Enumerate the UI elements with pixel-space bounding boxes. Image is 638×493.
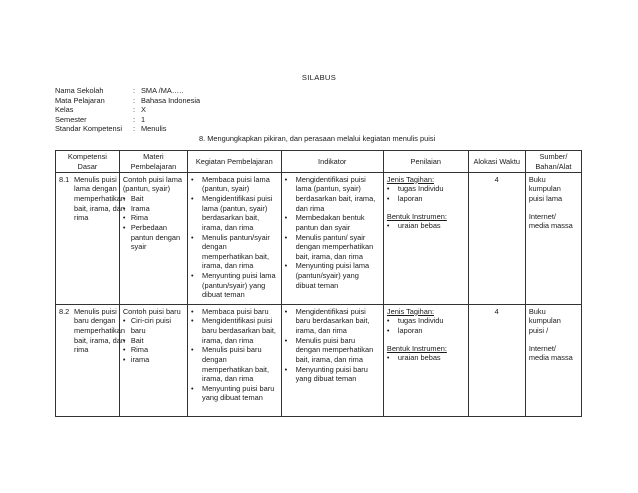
- jenis-tagihan-label: Jenis Tagihan:: [386, 306, 435, 316]
- meta-separator: :: [133, 114, 136, 124]
- kd-text: Menulis puisi baru dengan memperhatikan bait, irama, dan rima: [74, 306, 125, 355]
- list-item: • Menulis pantun/ syair dengan memperhatikan bait, irama, dan rima: [285, 233, 380, 262]
- materi-intro: Contoh puisi baru: [122, 306, 181, 316]
- header-penilaian: Penilaian: [383, 151, 468, 173]
- list-item: • Rima: [123, 345, 184, 355]
- list-item: • Menulis puisi baru dengan memperhatikan bait, irama, dan rima: [285, 336, 380, 365]
- meta-row-kelas: [55, 105, 435, 115]
- table-header-row: [56, 151, 582, 173]
- bentuk-instrumen-label: Bentuk Instrumen:: [386, 211, 447, 221]
- jenis-tagihan-list: [387, 184, 465, 203]
- list-item: • tugas Individu: [387, 184, 465, 194]
- list-item: • Bait: [123, 194, 184, 204]
- sumber-buku: Buku kumpulan puisi /: [528, 306, 561, 335]
- kd-text: Menulis puisi lama dengan memperhatikan bait, irama, dan rima: [74, 174, 125, 223]
- meta-row-mapel: [55, 96, 435, 106]
- list-item: • Mengidentifikasi puisi lama (pantun, syair) berdasarkan bait, irama, dan rima: [191, 194, 278, 233]
- list-item: • Menyunting puisi lama (pantun/syair) yang dibuat teman: [191, 271, 278, 300]
- list-item: • Membaca puisi baru: [191, 307, 278, 317]
- sumber-internet: Internet/ media massa: [528, 211, 573, 231]
- materi-list: [123, 194, 184, 252]
- list-item: • Mengidentifikasi puisi lama (pantun, syair) berdasarkan bait, irama, dan rima: [285, 175, 380, 214]
- kd-cell: [56, 305, 125, 417]
- sumber-buku: Buku kumpulan puisi lama: [528, 174, 563, 203]
- indikator-cell: [281, 305, 383, 417]
- kd-number: 8.2: [59, 306, 70, 316]
- jenis-tagihan-list: [387, 316, 465, 335]
- list-item: • uraian bebas: [387, 353, 465, 363]
- table-row: [56, 173, 582, 305]
- list-item: • Menyunting puisi lama (pantun/syair) yang dibuat teman: [285, 261, 380, 290]
- sumber-cell: [525, 173, 581, 305]
- table-row: [56, 305, 582, 417]
- meta-value: Menulis: [141, 124, 167, 134]
- kegiatan-cell: [188, 173, 282, 305]
- alokasi-cell: 4: [468, 173, 525, 305]
- sumber-internet: Internet/ media massa: [528, 343, 573, 363]
- header-sumber: Sumber/ Bahan/Alat: [525, 151, 581, 173]
- meta-value: X: [141, 105, 146, 115]
- kd-cell: [56, 173, 125, 305]
- identity-block: [55, 86, 435, 144]
- meta-value: SMA /MA…..: [141, 86, 184, 95]
- kd-number: 8.1: [59, 174, 70, 184]
- bentuk-instrumen-list: [387, 353, 465, 363]
- standar-kompetensi-detail: 8. Mengungkapkan pikiran, dan perasaan melalui kegiatan menulis puisi: [199, 133, 436, 143]
- list-item: • Membedakan bentuk pantun dan syair: [285, 213, 380, 232]
- meta-row-semester: [55, 115, 435, 125]
- list-item: • tugas Individu: [387, 316, 465, 326]
- meta-row-sk: [55, 124, 435, 134]
- bentuk-instrumen-label: Bentuk Instrumen:: [386, 343, 447, 353]
- list-item: • Bait: [123, 336, 184, 346]
- meta-value: 1: [141, 114, 146, 124]
- list-item: • Ciri-ciri puisi baru: [123, 316, 184, 335]
- meta-label: Standar Kompetensi: [55, 124, 122, 134]
- meta-separator: :: [133, 105, 136, 115]
- list-item: • Mengidentifikasi puisi baru berdasarkan bait, irama, dan rima: [285, 307, 380, 336]
- bentuk-instrumen-list: [387, 221, 465, 231]
- list-item: • Menulis puisi baru dengan memperhatikan bait, irama, dan rima: [191, 345, 278, 384]
- header-kompetensi-dasar: Kompetensi Dasar: [56, 151, 120, 173]
- kegiatan-cell: [188, 305, 282, 417]
- meta-separator: :: [133, 124, 136, 134]
- list-item: • Menulis pantun/syair dengan memperhatikan bait, irama, dan rima: [191, 233, 278, 272]
- header-materi: Materi Pembelajaran: [119, 151, 187, 173]
- meta-row-sekolah: [55, 86, 435, 96]
- meta-label: Semester: [55, 114, 87, 124]
- list-item: • Mengidentifikasi puisi baru berdasarkan bait, irama, dan rima: [191, 316, 278, 345]
- list-item: • Menyunting puisi baru yang dibuat teman: [191, 384, 278, 403]
- materi-cell: [119, 305, 187, 417]
- list-item: • laporan: [387, 326, 465, 336]
- list-item: • uraian bebas: [387, 221, 465, 231]
- indikator-cell: [281, 173, 383, 305]
- silabus-table: [55, 150, 582, 417]
- meta-separator: :: [133, 95, 136, 105]
- meta-label: Mata Pelajaran: [55, 95, 105, 105]
- kegiatan-list: [191, 175, 278, 300]
- list-item: • Perbedaan pantun dengan syair: [123, 223, 184, 252]
- header-alokasi: Alokasi Waktu: [468, 151, 525, 173]
- meta-separator: :: [133, 86, 136, 95]
- list-item: • Menyunting puisi baru yang dibuat teman: [285, 365, 380, 384]
- penilaian-cell: [383, 305, 468, 417]
- list-item: • Rima: [123, 213, 184, 223]
- header-indikator: Indikator: [281, 151, 383, 173]
- document-title: SILABUS: [301, 73, 337, 82]
- list-item: • laporan: [387, 194, 465, 204]
- indikator-list: [285, 175, 380, 291]
- meta-label: Nama Sekolah: [55, 86, 104, 95]
- jenis-tagihan-label: Jenis Tagihan:: [386, 174, 435, 184]
- list-item: • Membaca puisi lama (pantun, syair): [191, 175, 278, 194]
- materi-cell: [119, 173, 187, 305]
- meta-value: Bahasa Indonesia: [141, 95, 201, 105]
- indikator-list: [285, 307, 380, 384]
- list-item: • Irama: [123, 204, 184, 214]
- alokasi-cell: 4: [468, 305, 525, 417]
- materi-list: [123, 316, 184, 364]
- penilaian-cell: [383, 173, 468, 305]
- list-item: • irama: [123, 355, 184, 365]
- kegiatan-list: [191, 307, 278, 403]
- materi-intro: Contoh puisi lama (pantun, syair): [122, 174, 182, 194]
- header-kegiatan: Kegiatan Pembelajaran: [188, 151, 282, 173]
- meta-label: Kelas: [55, 105, 74, 115]
- sumber-cell: [525, 305, 581, 417]
